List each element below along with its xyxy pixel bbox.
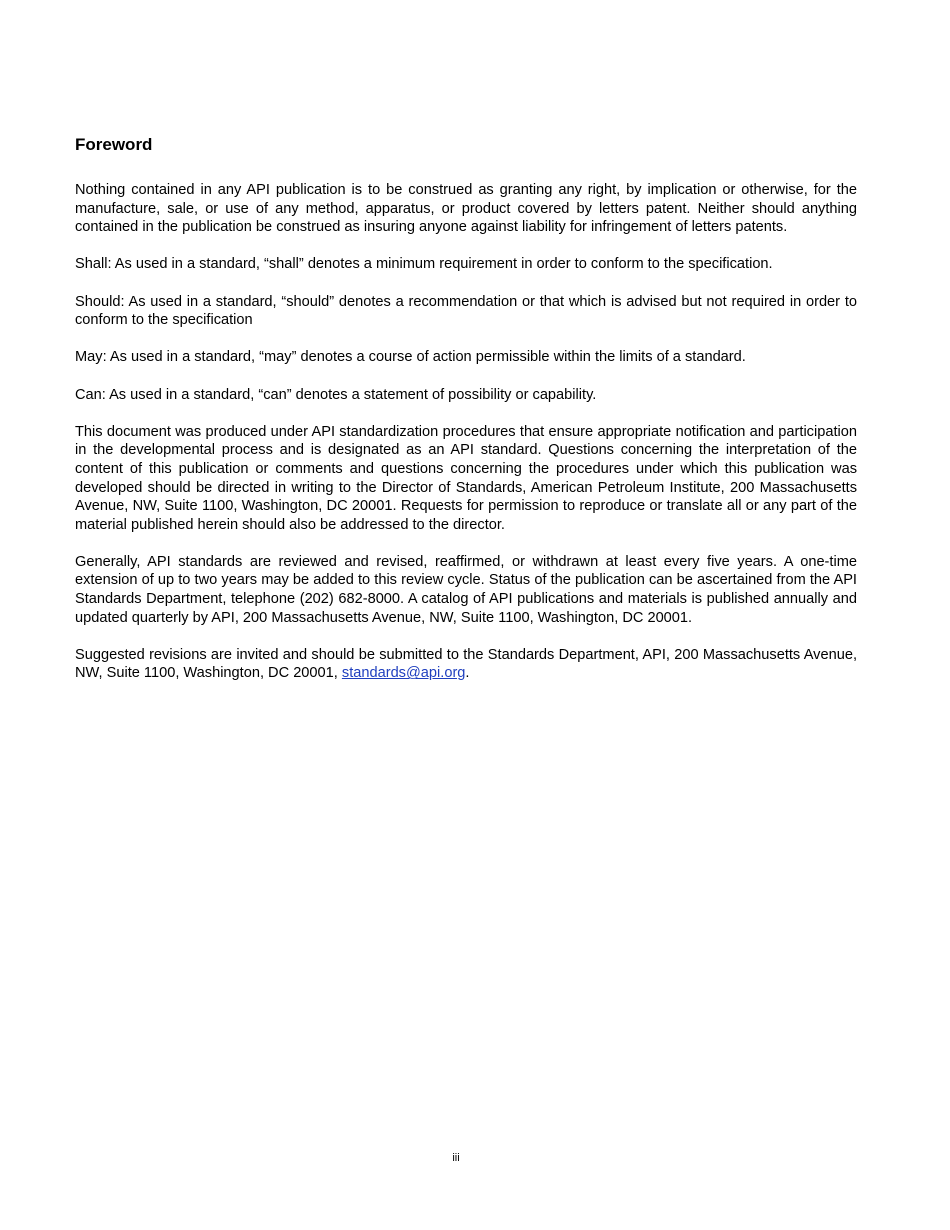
review-paragraph: Generally, API standards are reviewed and revised, reaffirmed, or withdrawn at least every five years. A one-time extension of up to two years may be added to this review cycle. Status of the publication can be ascertained from the API Standards Department, telephone (202) 682-8000. A catalog of API publications and materials is published annually and updated quarterly by API, 200 Massachusetts Avenue, NW, Suite 1100, Washington, DC 20001.: [75, 553, 857, 626]
suggested-revisions-end: .: [465, 665, 470, 682]
shall-definition: Shall: As used in a standard, “shall” denotes a minimum requirement in order to conform to the specification.: [75, 256, 773, 273]
document-page: [75, 134, 857, 702]
procedures-paragraph: This document was produced under API standardization procedures that ensure appropriate notification and participation in the developmental process and is designated as an API standard. Questions concerning the interpretation of the content of this publication or comments and questions concerning the procedures under which this publication was developed should be directed in writing to the Director of Standards, American Petroleum Institute, 200 Massachusetts Avenue, NW, Suite 1100, Washington, DC 20001. Requests for permission to reproduce or translate all or any part of the material published herein should also be addressed to the director.: [75, 423, 857, 533]
may-definition: May: As used in a standard, “may” denotes a course of action permissible within the limits of a standard.: [75, 349, 746, 366]
suggested-revisions-text: Suggested revisions are invited and should be submitted to the Standards Department, API, 200 Massachusetts Avenue, NW, Suite 1100, Washington, DC 20001,: [75, 646, 857, 682]
standards-email-link[interactable]: standards@api.org: [341, 665, 466, 682]
page-number: iii: [452, 1152, 460, 1164]
patent-paragraph: Nothing contained in any API publication is to be construed as granting any right, by implication or otherwise, for the manufacture, sale, or use of any method, apparatus, or product covered by letters patent. Neither should anything contained in the publication be construed as insuring anyone against liability for infringement of letters patents.: [75, 182, 857, 236]
suggested-revisions-paragraph: [75, 646, 857, 683]
should-definition: Should: As used in a standard, “should” denotes a recommendation or that which is advised but not required in order to conform to the specification: [75, 293, 857, 329]
can-definition: Can: As used in a standard, “can” denotes a statement of possibility or capability.: [75, 386, 597, 403]
page-title: Foreword: [75, 135, 153, 154]
